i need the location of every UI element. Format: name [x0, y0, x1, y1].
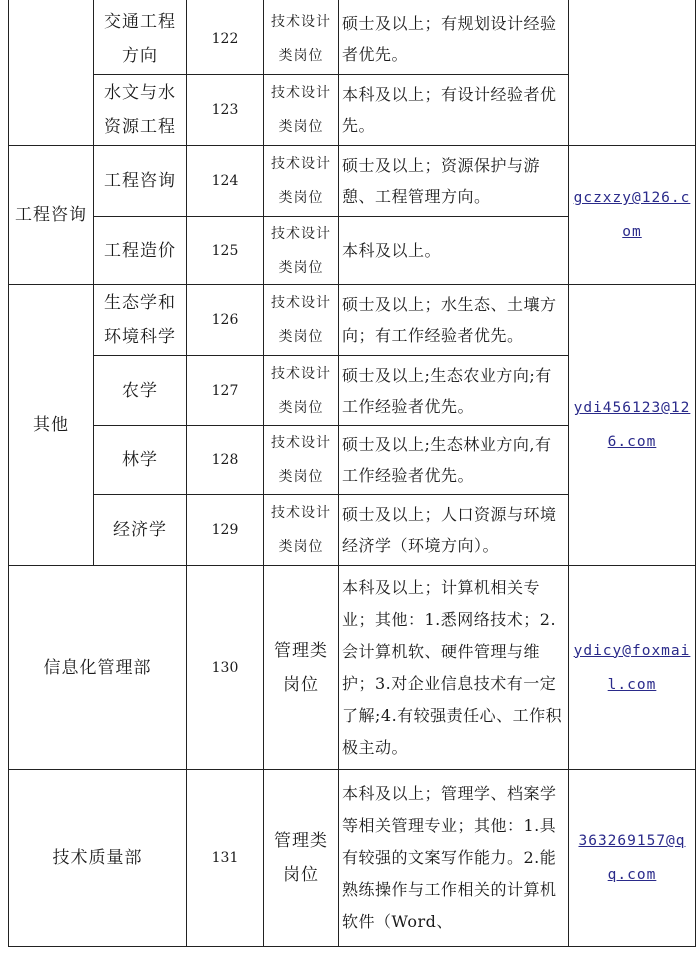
major-text: 生态学和环境科学 — [104, 293, 176, 347]
category-cell — [264, 356, 338, 425]
requirement-text: 硕士及以上；水生态、土壤方向；有工作经验者优先。 — [342, 295, 557, 345]
category-text: 技术设计类岗位 — [271, 156, 331, 206]
category-cell — [264, 217, 338, 284]
category-text: 技术设计类岗位 — [271, 505, 331, 555]
requirement-text: 硕士及以上;生态农业方向;有工作经验者优先。 — [342, 365, 552, 416]
code-cell — [187, 146, 263, 216]
requirement-cell — [339, 285, 568, 355]
code-text: 123 — [211, 102, 239, 118]
category-cell — [264, 4, 338, 74]
row-divider — [93, 74, 569, 75]
requirement-text: 本科及以上；管理学、档案学等相关管理专业；其他：1.具有较强的文案写作能力。2.能熟练操作与工作相关的计算机软件（Word、 — [342, 784, 557, 931]
code-text: 127 — [211, 382, 239, 399]
row-divider — [8, 145, 696, 146]
group-email-link[interactable]: gczxzy@126.com — [573, 190, 691, 240]
category-cell — [264, 566, 338, 769]
category-text: 管理类岗位 — [274, 831, 328, 885]
row-divider — [8, 284, 696, 285]
category-cell — [264, 495, 338, 565]
code-cell — [187, 217, 263, 284]
department-email-cell[interactable] — [569, 566, 695, 769]
code-text: 122 — [211, 31, 239, 47]
requirement-cell — [339, 770, 568, 946]
code-cell — [187, 4, 263, 74]
requirement-text: 硕士及以上;生态林业方向,有工作经验者优先。 — [342, 435, 552, 485]
group-label: 工程咨询 — [15, 205, 87, 225]
group-label-cell — [9, 146, 93, 284]
code-text: 130 — [211, 659, 239, 676]
major-cell — [94, 495, 186, 565]
category-cell — [264, 75, 338, 145]
code-cell — [187, 495, 263, 565]
major-cell — [94, 75, 186, 145]
major-cell — [94, 426, 186, 494]
major-cell — [94, 356, 186, 425]
column-divider — [263, 0, 264, 947]
column-divider — [338, 0, 339, 947]
requirement-cell — [339, 566, 568, 769]
requirement-text: 本科及以上。 — [342, 241, 442, 260]
category-text: 管理类岗位 — [274, 640, 328, 695]
category-text: 技术设计类岗位 — [271, 365, 331, 416]
code-cell — [187, 356, 263, 425]
group-label-cell — [9, 285, 93, 565]
category-cell — [264, 770, 338, 946]
code-text: 128 — [211, 452, 239, 468]
row-divider — [93, 216, 569, 217]
requirement-text: 硕士及以上；有规划设计经验者优先。 — [342, 14, 557, 64]
code-text: 125 — [211, 242, 239, 259]
table-border-right — [695, 0, 696, 947]
category-cell — [264, 146, 338, 216]
major-text: 水文与水资源工程 — [104, 83, 176, 137]
group-email-cell[interactable] — [569, 285, 695, 565]
table-border-bottom — [8, 946, 696, 947]
row-divider — [8, 769, 696, 770]
requirement-cell — [339, 356, 568, 425]
code-cell — [187, 75, 263, 145]
requirement-cell — [339, 426, 568, 494]
department-cell — [9, 566, 186, 769]
requirement-text: 硕士及以上；人口资源与环境经济学（环境方向）。 — [342, 505, 557, 555]
column-divider — [568, 0, 569, 947]
major-text: 农学 — [122, 380, 158, 401]
row-divider — [93, 494, 569, 495]
category-text: 技术设计类岗位 — [271, 85, 331, 135]
requirement-cell — [339, 146, 568, 216]
requirement-text: 硕士及以上；资源保护与游憩、工程管理方向。 — [342, 156, 541, 206]
major-cell — [94, 217, 186, 284]
major-text: 工程造价 — [104, 240, 176, 261]
category-text: 技术设计类岗位 — [271, 435, 331, 485]
category-cell — [264, 426, 338, 494]
code-text: 129 — [211, 522, 239, 538]
requirement-cell — [339, 217, 568, 284]
row-divider — [93, 355, 569, 356]
major-cell — [94, 4, 186, 74]
major-cell — [94, 146, 186, 216]
group-email-cell[interactable] — [569, 146, 695, 284]
major-text: 林学 — [122, 450, 158, 470]
major-text: 工程咨询 — [104, 171, 176, 191]
code-cell — [187, 285, 263, 355]
department-name: 技术质量部 — [52, 848, 143, 868]
code-text: 131 — [211, 850, 239, 866]
requirement-cell — [339, 4, 568, 74]
table-border-left — [8, 0, 9, 947]
major-cell — [94, 285, 186, 355]
category-text: 技术设计类岗位 — [271, 225, 331, 276]
department-email-cell[interactable] — [569, 770, 695, 946]
code-text: 124 — [211, 173, 239, 189]
major-text: 交通工程方向 — [104, 12, 176, 66]
requirement-cell — [339, 75, 568, 145]
department-cell — [9, 770, 186, 946]
code-cell — [187, 566, 263, 769]
code-cell — [187, 426, 263, 494]
requirement-cell — [339, 495, 568, 565]
department-email-link[interactable]: 363269157@qq.com — [578, 833, 686, 883]
group-label: 其他 — [33, 415, 69, 435]
row-divider — [8, 565, 696, 566]
department-email-link[interactable]: ydicy@foxmail.com — [573, 642, 691, 693]
column-divider — [93, 0, 94, 566]
column-divider — [186, 0, 187, 947]
group-email-link[interactable]: ydi456123@126.com — [573, 400, 691, 450]
row-divider — [93, 425, 569, 426]
category-text: 技术设计类岗位 — [271, 14, 331, 64]
code-text: 126 — [211, 312, 239, 328]
category-cell — [264, 285, 338, 355]
department-name: 信息化管理部 — [43, 657, 152, 678]
requirement-text: 本科及以上；计算机相关专业；其他：1.悉网络技术；2.会计算机软、硬件管理与维护；3.对企业信息技术有一定了解;4.有较强责任心、工作积极主动。 — [342, 577, 563, 757]
category-text: 技术设计类岗位 — [271, 295, 331, 345]
code-cell — [187, 770, 263, 946]
requirement-text: 本科及以上；有设计经验者优先。 — [342, 85, 557, 135]
major-text: 经济学 — [113, 520, 167, 540]
